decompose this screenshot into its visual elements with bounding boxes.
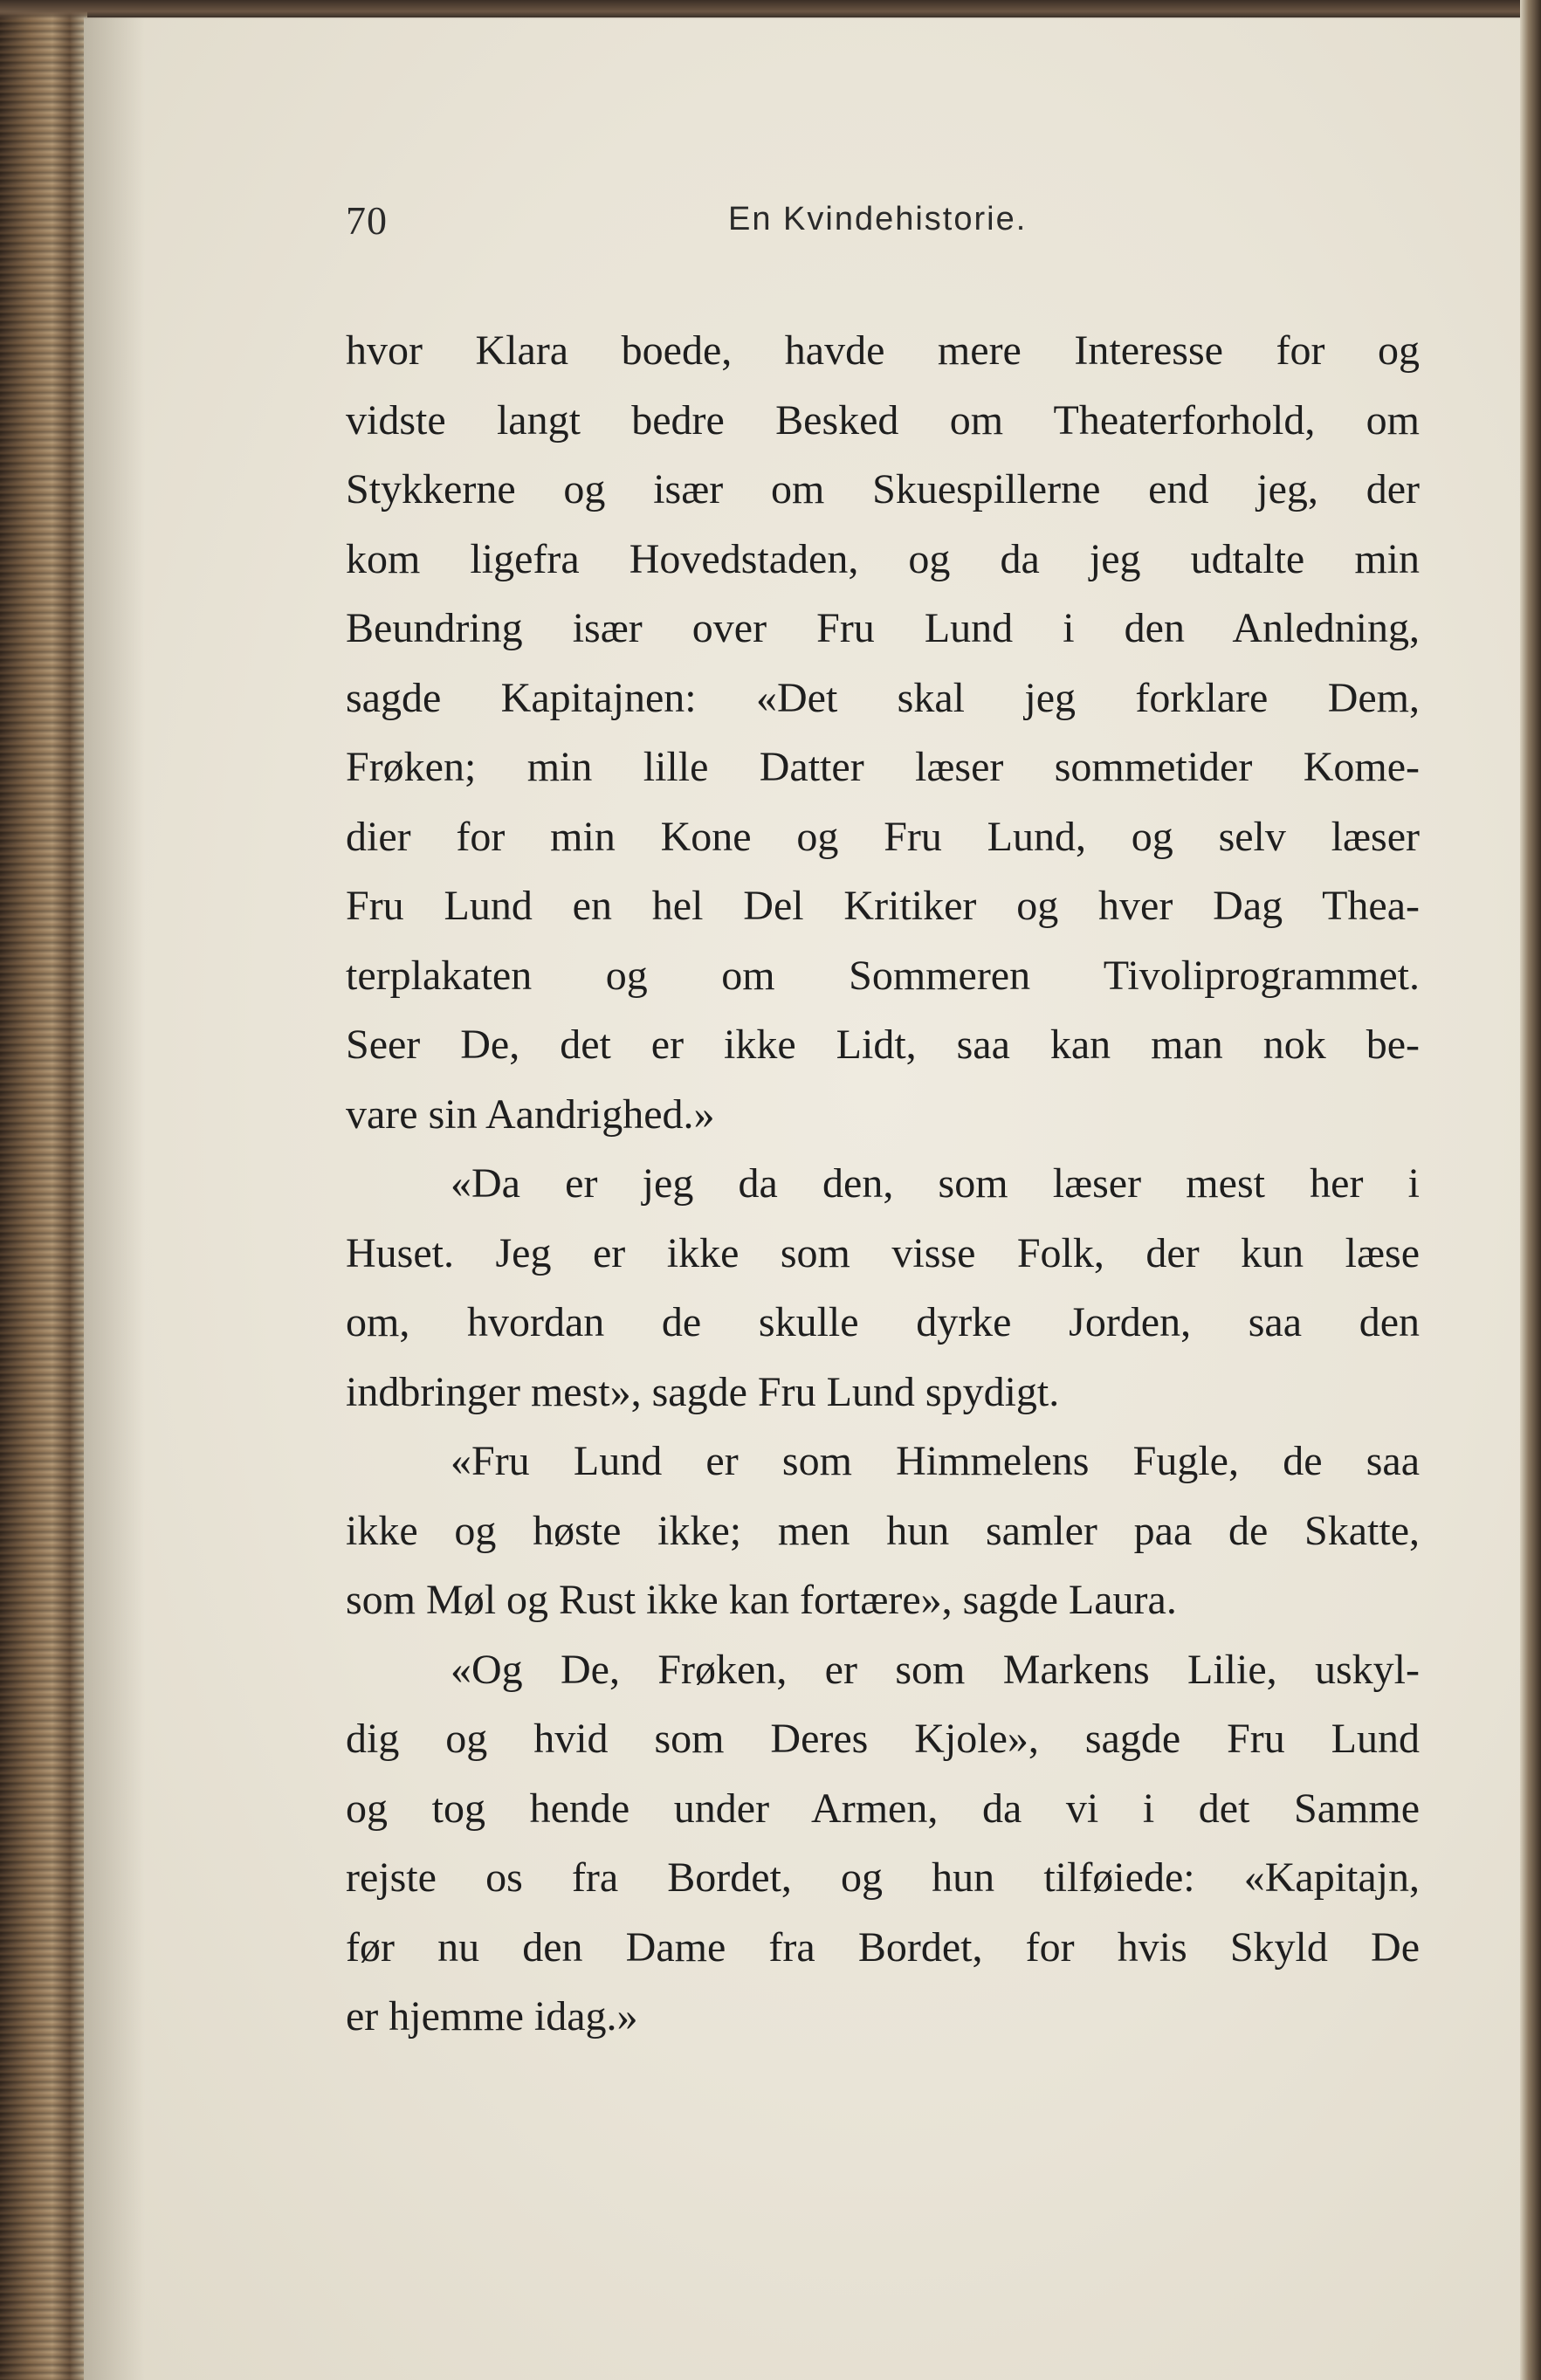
page-number: 70	[346, 198, 388, 243]
text-line: vidste langt bedre Besked om Theaterforhold, om	[346, 396, 1420, 444]
text-line: Stykkerne og især om Skuespillerne end jeg, der	[346, 466, 1420, 512]
right-page-edge	[1520, 0, 1541, 2380]
text-line: før nu den Dame fra Bordet, for hvis Skyld De	[346, 1923, 1420, 1971]
text-line: «Og De, Frøken, er som Markens Lilie, uskyl-	[451, 1646, 1420, 1693]
running-header	[346, 197, 1420, 250]
text-line: rejste os fra Bordet, og hun tilføiede: «Kapitajn,	[346, 1854, 1420, 1901]
text-line: om, hvordan de skulle dyrke Jorden, saa den	[346, 1299, 1420, 1345]
text-line: dig og hvid som Deres Kjole», sagde Fru Lund	[346, 1716, 1420, 1762]
text-line: terplakaten og om Sommeren Tivoliprogrammet.	[346, 952, 1420, 999]
top-edge	[0, 0, 1541, 19]
text-line: Seer De, det er ikke Lidt, saa kan man nok be-	[346, 1021, 1420, 1068]
text-line: sagde Kapitajnen: «Det skal jeg forklare Dem,	[346, 674, 1420, 721]
text-line: vare sin Aandrighed.»	[346, 1090, 715, 1138]
text-line: ikke og høste ikke; men hun samler paa de Skatte,	[346, 1507, 1420, 1554]
text-line: er hjemme idag.»	[346, 1993, 638, 2040]
text-line: Beundring især over Fru Lund i den Anledning,	[346, 605, 1420, 651]
text-line: «Da er jeg da den, som læser mest her i	[451, 1160, 1420, 1207]
text-line: dier for min Kone og Fru Lund, og selv læser	[346, 813, 1420, 860]
gutter-shadow	[84, 17, 145, 2380]
text-line: indbringer mest», sagde Fru Lund spydigt.	[346, 1368, 1060, 1415]
text-line: Huset. Jeg er ikke som visse Folk, der kun læse	[346, 1229, 1420, 1276]
text-line: og tog hende under Armen, da vi i det Samme	[346, 1785, 1420, 1832]
running-title: En Kvindehistorie.	[728, 201, 1028, 237]
text-line: Fru Lund en hel Del Kritiker og hver Dag Thea-	[346, 883, 1420, 929]
text-line: kom ligefra Hovedstaden, og da jeg udtalte min	[346, 535, 1420, 582]
text-line: Frøken; min lille Datter læser sommetider Kome-	[346, 744, 1420, 790]
book-binding	[0, 0, 87, 2380]
text-line: som Møl og Rust ikke kan fortære», sagde Laura.	[346, 1577, 1177, 1623]
text-line: hvor Klara boede, havde mere Interesse for og	[346, 327, 1420, 374]
text-line: «Fru Lund er som Himmelens Fugle, de saa	[451, 1438, 1420, 1484]
body-text	[346, 316, 1420, 2052]
